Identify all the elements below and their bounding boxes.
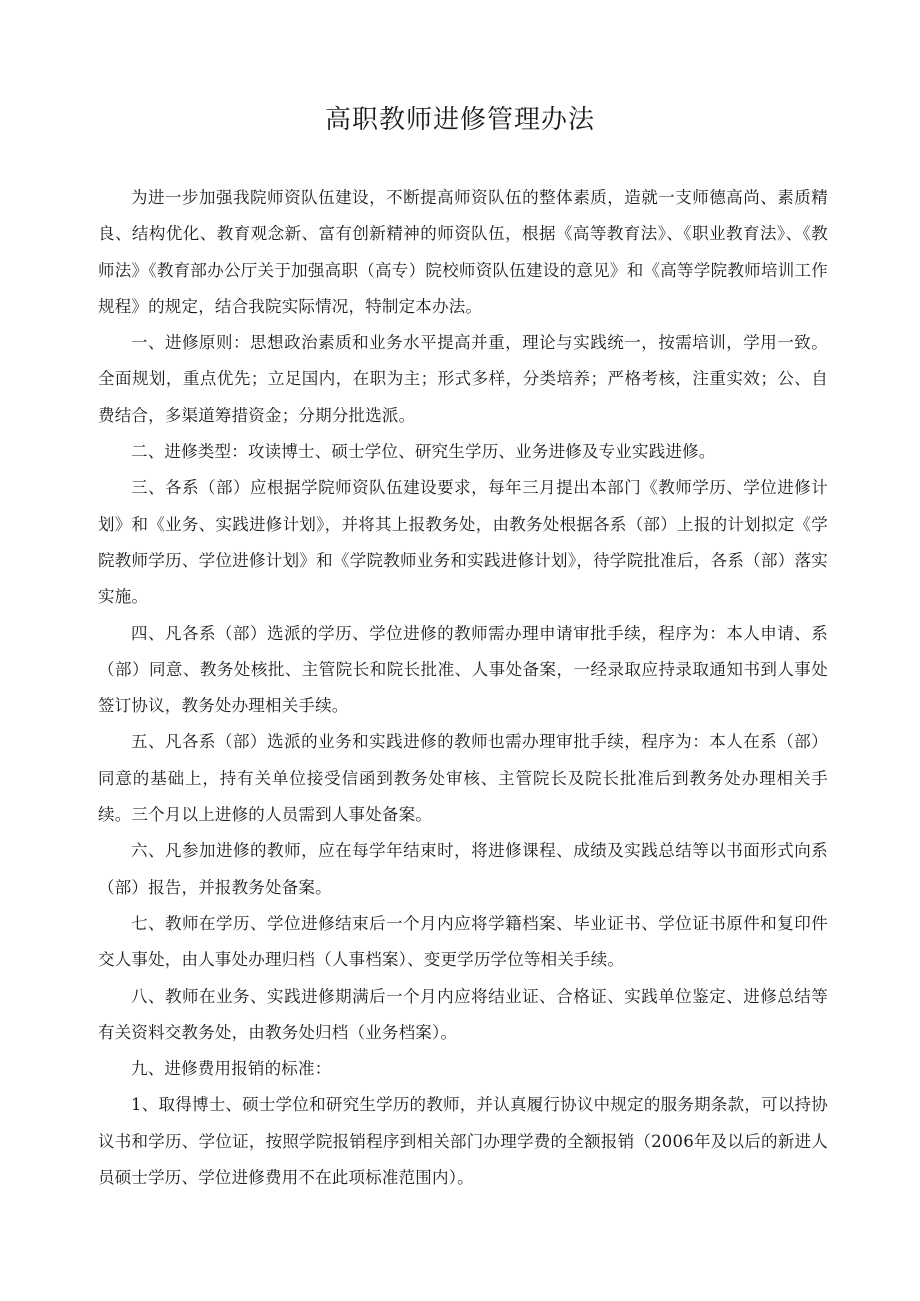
paragraph-plans: 三、各系（部）应根据学院师资队伍建设要求，每年三月提出本部门《教师学历、学位进修计划》和《业务、实践进修计划》，并将其上报教务处，由教务处根据各系（部）上报的计划拟定《学院教师学历、学位进修计划》和《学院教师业务和实践进修计划》，待学院批准后，各系（部）落实实施。 — [98, 478, 828, 607]
paragraph-practice-approval: 五、凡各系（部）选派的业务和实践进修的教师也需办理审批手续，程序为：本人在系（部）同意的基础上，持有关单位接受信函到教务处审核、主管院长及院长批准后到教务处办理相关手续。三个月以上进修的人员需到人事处备案。 — [98, 732, 828, 825]
paragraph-practice-archive: 八、教师在业务、实践进修期满后一个月内应将结业证、合格证、实践单位鉴定、进修总结等有关资料交教务处，由教务处归档（业务档案）。 — [98, 986, 828, 1042]
paragraph-degree-approval: 四、凡各系（部）选派的学历、学位进修的教师需办理申请审批手续，程序为：本人申请、系（部）同意、教务处核批、主管院长和院长批准、人事处备案，一经录取应持录取通知书到人事处签订协议，教务处办理相关手续。 — [98, 623, 828, 716]
paragraph-expense-heading: 九、进修费用报销的标准： — [131, 1059, 332, 1079]
document-body — [98, 180, 828, 1196]
paragraph-intro: 为进一步加强我院师资队伍建设，不断提高师资队伍的整体素质，造就一支师德高尚、素质精良、结构优化、教育观念新、富有创新精神的师资队伍，根据《高等教育法》、《职业教育法》、《教师法》《教育部办公厅关于加强高职（高专）院校师资队伍建设的意见》和《高等学院教师培训工作规程》的规定，结合我院实际情况，特制定本办法。 — [98, 188, 828, 316]
document-title: 高职教师进修管理办法 — [324, 105, 595, 135]
paragraph-reporting: 六、凡参加进修的教师，应在每学年结束时，将进修课程、成绩及实践总结等以书面形式向系（部）报告，并报教务处备案。 — [98, 841, 828, 897]
paragraph-degree-archive: 七、教师在学历、学位进修结束后一个月内应将学籍档案、毕业证书、学位证书原件和复印件交人事处，由人事处办理归档（人事档案）、变更学历学位等相关手续。 — [98, 913, 828, 970]
paragraph-principles: 一、进修原则：思想政治素质和业务水平提高并重，理论与实践统一，按需培训，学用一致。全面规划，重点优先；立足国内，在职为主；形式多样，分类培养；严格考核，注重实效；公、自费结合，多渠道筹措资金；分期分批选派。 — [98, 333, 828, 425]
paragraph-types: 二、进修类型：攻读博士、硕士学位、研究生学历、业务进修及专业实践进修。 — [131, 442, 716, 462]
paragraph-expense-item-1: 1、取得博士、硕士学位和研究生学历的教师，并认真履行协议中规定的服务期条款，可以持协议书和学历、学位证，按照学院报销程序到相关部门办理学费的全额报销（2006年及以后的新进人员硕士学历、学位进修费用不在此项标准范围内）。 — [98, 1095, 828, 1188]
